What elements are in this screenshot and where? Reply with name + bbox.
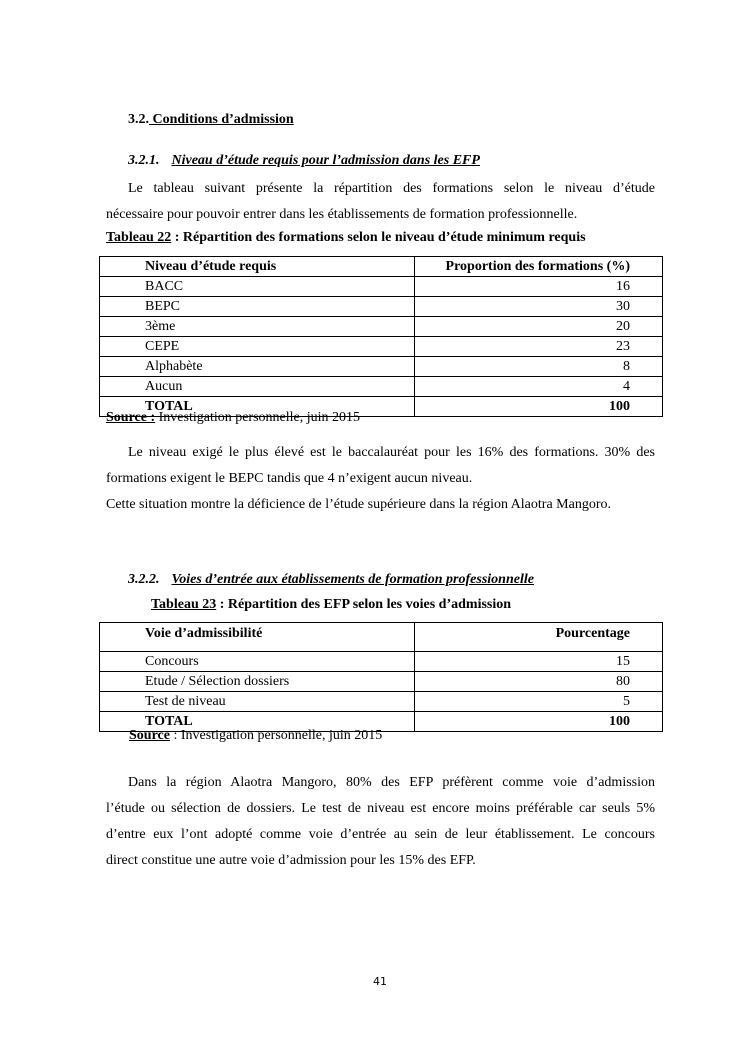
paragraph-b-line-3: d’entre eux l’ont adopté comme voie d’entrée au sein de leur établissement. Le concours (106, 827, 655, 842)
intro-line-2: nécessaire pour pouvoir entrer dans les établissements de formation professionnelle. (106, 207, 578, 222)
source-label: Source (129, 728, 170, 743)
section-3-2-title: Conditions d’admission (149, 112, 294, 127)
table-23 (99, 622, 663, 732)
row-label: Etude / Sélection dossiers (100, 672, 415, 692)
total-value: 100 (415, 712, 663, 732)
table-23-label: Tableau 23 (151, 597, 217, 612)
table-23-col-header-percentage: Pourcentage (415, 623, 663, 652)
table-22 (99, 256, 663, 417)
source-text: : Investigation personnelle, juin 2015 (169, 728, 383, 743)
row-label: Concours (100, 652, 415, 672)
table-row (100, 357, 663, 377)
section-3-2-1-number: 3.2.1. (128, 153, 160, 168)
intro-paragraph (106, 176, 655, 228)
row-value: 16 (415, 277, 663, 297)
table-row (100, 297, 663, 317)
section-3-2-2-title: Voies d’entrée aux établissements de formation professionnelle (171, 572, 534, 587)
row-label: Test de niveau (100, 692, 415, 712)
table-row (100, 652, 663, 672)
section-3-2-1-heading (128, 153, 480, 169)
table-22-caption-text: : Répartition des formations selon le niveau d’étude minimum requis (171, 230, 586, 245)
row-label: 3ème (100, 317, 415, 337)
table-23-col-header-route: Voie d’admissibilité (100, 623, 415, 652)
row-value: 4 (415, 377, 663, 397)
total-label: TOTAL (100, 397, 415, 417)
row-value: 23 (415, 337, 663, 357)
source-text: Investigation personnelle, juin 2015 (155, 410, 361, 425)
table-row (100, 337, 663, 357)
page-number: 41 (373, 975, 387, 988)
table-22-col-header-proportion: Proportion des formations (%) (415, 257, 663, 277)
section-3-2-number: 3.2. (128, 112, 149, 127)
table-row (100, 277, 663, 297)
intro-line-1: Le tableau suivant présente la répartition des formations selon le niveau d’étude (128, 181, 655, 196)
section-3-2-2-number: 3.2.2. (128, 572, 160, 587)
paragraph-b (106, 770, 655, 874)
table-row (100, 377, 663, 397)
row-value: 5 (415, 692, 663, 712)
row-value: 15 (415, 652, 663, 672)
row-label: BEPC (100, 297, 415, 317)
paragraph-a-line-3: Cette situation montre la déficience de l’étude supérieure dans la région Alaotra Mangoro. (106, 497, 611, 512)
table-22-header-row (100, 257, 663, 277)
table-23-source (129, 728, 382, 744)
table-row (100, 692, 663, 712)
paragraph-a (106, 440, 655, 518)
table-23-caption (151, 597, 511, 613)
table-22-label: Tableau 22 (106, 230, 172, 245)
row-label: Aucun (100, 377, 415, 397)
table-23-header-row (100, 623, 663, 652)
table-row (100, 672, 663, 692)
row-label: BACC (100, 277, 415, 297)
section-3-2-2-heading (128, 572, 534, 588)
row-label: CEPE (100, 337, 415, 357)
section-3-2-heading (128, 112, 294, 128)
section-3-2-1-title: Niveau d’étude requis pour l’admission dans les EFP (171, 153, 480, 168)
row-value: 30 (415, 297, 663, 317)
table-22-source (106, 410, 360, 426)
row-value: 20 (415, 317, 663, 337)
source-label: Source : (106, 410, 156, 425)
paragraph-b-line-2: l’étude ou sélection de dossiers. Le test de niveau est encore moins préférable car seuls 5% (106, 801, 655, 816)
paragraph-b-line-4: direct constitue une autre voie d’admission pour les 15% des EFP. (106, 853, 476, 868)
paragraph-b-line-1: Dans la région Alaotra Mangoro, 80% des EFP préfèrent comme voie d’admission (128, 775, 655, 790)
table-22-col-header-level: Niveau d’étude requis (100, 257, 415, 277)
total-label: TOTAL (100, 712, 415, 732)
paragraph-a-line-1: Le niveau exigé le plus élevé est le baccalauréat pour les 16% des formations. 30% des (128, 445, 655, 460)
table-row (100, 317, 663, 337)
total-value: 100 (415, 397, 663, 417)
row-label: Alphabète (100, 357, 415, 377)
table-22-caption (106, 230, 586, 246)
paragraph-a-line-2: formations exigent le BEPC tandis que 4 n’exigent aucun niveau. (106, 471, 473, 486)
row-value: 80 (415, 672, 663, 692)
row-value: 8 (415, 357, 663, 377)
table-23-caption-text: : Répartition des EFP selon les voies d’admission (216, 597, 512, 612)
